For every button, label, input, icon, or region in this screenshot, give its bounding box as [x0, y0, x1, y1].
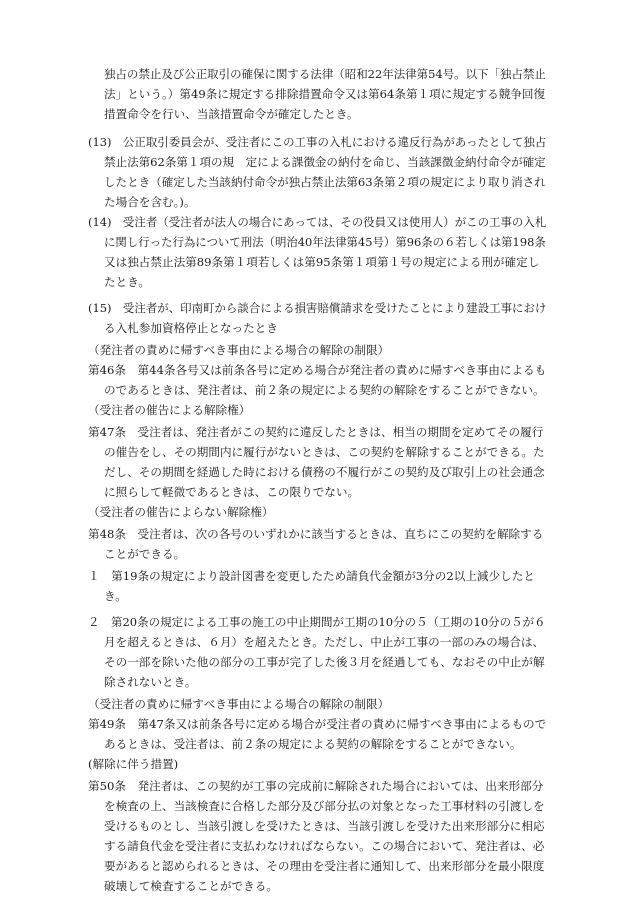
item-15-line: (15) 受注者が、印南町から談合による損害賠償請求を受けたことにより建設工事におけ [88, 301, 547, 315]
item-14-line: (14) 受注者（受注者が法人の場合にあっては、その役員又は使用人）がこの工事の入札 [88, 215, 547, 229]
text-line: る入札参加資格停止となったとき [104, 321, 278, 335]
text-line: する請負代金を受注者に支払わなければならない。この場合において、発注者は、必 [104, 839, 545, 853]
item-13-line: (13) 公正取引委員会が、受注者にこの工事の入札における違反行為があったとして独占 [88, 135, 547, 149]
text-line: を検査の上、当該検査に合格した部分及び部分払の対象となった工事材料の引渡しを [104, 799, 545, 813]
article-46-line: 第46条 第44条各号又は前条各号に定める場合が発注者の責めに帰すべき事由によるも [88, 363, 547, 377]
subitem-2-line: ２ 第20条の規定による工事の施工の中止期間が工期の10分の５（工期の10分の５が６ [88, 615, 546, 629]
text-line: 措置命令を行い、当該措置命令が確定したとき。 [104, 107, 359, 121]
text-line: 受けるものとし、当該引渡しを受けたときは、当該引渡しを受けた出来形部分に相応 [104, 819, 545, 833]
text-line: に照らして軽微であるときは、この限りでない。 [104, 485, 360, 499]
text-line: ことができる。 [104, 547, 186, 561]
text-line: だし、その期間を経過した時における債務の不履行がこの契約及び取引上の社会通念 [104, 465, 545, 479]
text-line: 又は独占禁止法第89条第１項若しくは第95条第１項第１号の規定による刑が確定し [104, 255, 540, 269]
text-line: の催告をし、その期間内に履行がないときは、この契約を解除することができる。た [104, 445, 545, 459]
text-line: 法」という。）第49条に規定する排除措置命令又は第64条第１項に規定する競争回復 [104, 87, 546, 101]
section-heading: (解除に伴う措置) [88, 757, 179, 771]
article-50-line: 第50条 発注者は、この契約が工事の完成前に解除された場合においては、出来形部分 [88, 779, 544, 793]
text-line: 独占の禁止及び公正取引の確保に関する法律（昭和22年法律第54号。以下「独占禁止 [104, 67, 546, 81]
text-line: 禁止法第62条第１項の規 定による課徴金の納付を命じ、当該課徴金納付命令が確定 [104, 155, 546, 169]
article-49-line: 第49条 第47条又は前条各号に定める場合が受注者の責めに帰すべき事由によるもので [88, 717, 547, 731]
text-line: き。 [104, 589, 127, 603]
text-line: のであるときは、発注者は、前２条の規定による契約の解除をすることができない。 [104, 383, 545, 397]
article-47-line: 第47条 受注者は、発注者がこの契約に違反したときは、相当の期間を定めてその履行 [88, 425, 544, 439]
section-heading: （受注者の責めに帰すべき事由による場合の解除の制限） [88, 697, 390, 711]
text-line: その一部を除いた他の部分の工事が完了した後３月を経過しても、なおその中止が解 [104, 655, 545, 669]
text-line: 除されないとき。 [104, 675, 197, 689]
text-line: あるときは、受注者は、前２条の規定による契約の解除をすることができない。 [104, 737, 522, 751]
text-line: たとき。 [104, 275, 150, 289]
text-line: 破壊して検査することができる。 [104, 879, 278, 893]
article-48-line: 第48条 受注者は、次の各号のいずれかに該当するときは、直ちにこの契約を解除する [88, 527, 544, 541]
section-heading: （受注者の催告によらない解除権） [88, 505, 274, 519]
section-heading: （発注者の責めに帰すべき事由による場合の解除の制限） [88, 343, 390, 357]
text-line: 要があると認められるときは、その理由を受注者に通知して、出来形部分を最小限度 [104, 859, 545, 873]
text-line: に関し行った行為について刑法（明治40年法律第45号）第96条の６若しくは第198条 [104, 235, 546, 249]
text-line: 月を超えるときは、６月）を超えたとき。ただし、中止が工事の一部のみの場合は、 [104, 635, 545, 649]
text-line: た場合を含む。)。 [104, 195, 196, 209]
subitem-1-line: １ 第19条の規定により設計図書を変更したため請負代金額が3分の2以上減少したと [88, 569, 535, 583]
text-line: したとき（確定した当該納付命令が独占禁止法第63条第２項の規定により取り消され [104, 175, 546, 189]
section-heading: （受注者の催告による解除権） [88, 403, 251, 417]
